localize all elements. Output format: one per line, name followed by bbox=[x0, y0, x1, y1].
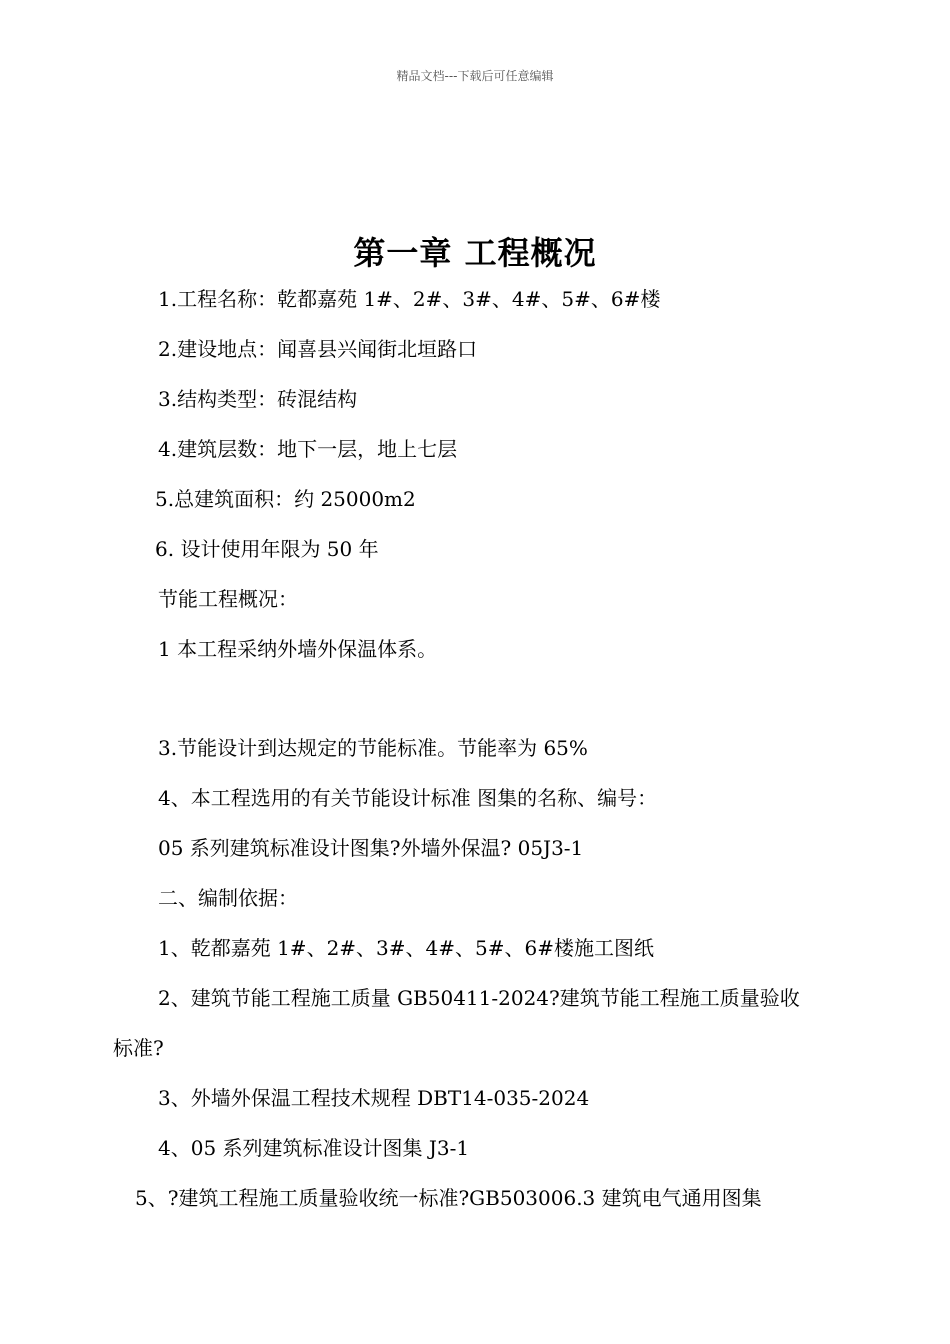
atlas-05j3-line: 05 系列建筑标准设计图集?外墙外保温? 05J3-1 bbox=[158, 836, 584, 860]
basis-item-2: 2、建筑节能工程施工质量 GB50411-2024?建筑节能工程施工质量验收 bbox=[158, 986, 800, 1010]
location-line: 2.建设地点：闻喜县兴闻街北垣路口 bbox=[158, 337, 478, 361]
chapter-title: 第一章 工程概况 bbox=[353, 234, 597, 272]
project-name-line: 1.工程名称：乾都嘉苑 1#、2#、3#、4#、5#、6#楼 bbox=[158, 287, 661, 311]
basis-item-4: 4、05 系列建筑标准设计图集 J3-1 bbox=[158, 1136, 470, 1160]
basis-heading: 二、编制依据： bbox=[158, 886, 298, 910]
insulation-system-line: 1 本工程采纳外墙外保温体系。 bbox=[158, 637, 438, 661]
basis-item-2-continued: 标准? bbox=[113, 1036, 164, 1060]
energy-overview-heading: 节能工程概况： bbox=[158, 587, 298, 611]
design-life-line: 6. 设计使用年限为 50 年 bbox=[155, 537, 379, 561]
header-note: 精品文档---下载后可任意编辑 bbox=[396, 69, 554, 83]
floor-count-line: 4.建筑层数：地下一层，地上七层 bbox=[158, 437, 458, 461]
basis-item-3: 3、外墙外保温工程技术规程 DBT14-035-2024 bbox=[158, 1086, 590, 1110]
basis-item-1: 1、乾都嘉苑 1#、2#、3#、4#、5#、6#楼施工图纸 bbox=[158, 936, 654, 960]
total-area-line: 5.总建筑面积：约 25000m2 bbox=[155, 487, 416, 511]
structure-type-line: 3.结构类型：砖混结构 bbox=[158, 387, 358, 411]
energy-rate-line: 3.节能设计到达规定的节能标准。节能率为 65% bbox=[158, 736, 588, 760]
basis-item-5: 5、?建筑工程施工质量验收统一标准?GB503006.3 建筑电气通用图集 bbox=[135, 1186, 762, 1210]
standards-atlas-line: 4、本工程选用的有关节能设计标准 图集的名称、编号： bbox=[158, 786, 658, 810]
